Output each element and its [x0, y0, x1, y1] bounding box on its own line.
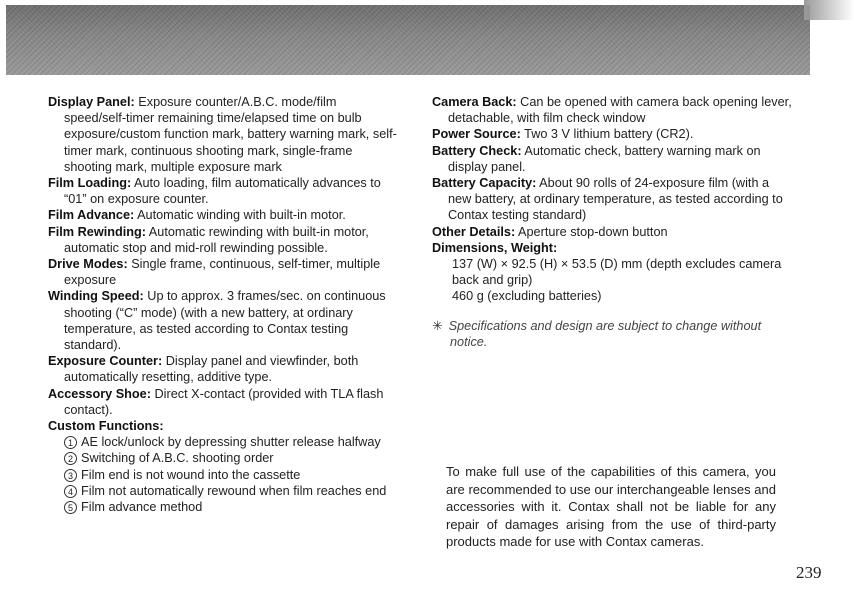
- spec-label: Film Rewinding:: [48, 224, 146, 239]
- spec-film-rewinding: [48, 224, 400, 256]
- circled-number: 5: [64, 501, 77, 514]
- spec-camera-back: [432, 94, 792, 126]
- spec-exposure-counter: [48, 353, 400, 385]
- spec-text: Automatic check, battery warning mark on display panel.: [448, 143, 761, 174]
- asterisk-icon: ✳: [432, 319, 443, 333]
- spec-label: Display Panel:: [48, 95, 135, 109]
- custom-function-item: [48, 499, 400, 515]
- custom-function-item: [48, 467, 400, 483]
- circled-number: 4: [64, 485, 77, 498]
- custom-functions-heading: [48, 418, 400, 434]
- spec-other-details: [432, 224, 792, 240]
- custom-function-item: [48, 450, 400, 466]
- spec-label: Accessory Shoe:: [48, 386, 151, 401]
- spec-label: Film Advance:: [48, 208, 135, 223]
- custom-function-text: Film end is not wound into the cassette: [81, 467, 301, 482]
- dimensions-weight: 460 g (excluding batteries): [452, 289, 602, 304]
- spec-text: Exposure counter/A.B.C. mode/film speed/self-timer remaining time/elapsed time on bulb exposure/custom function mark, battery warning mark, self-timer mark, continuous shooting mark, single-frame shooting mark, multiple exposure mark: [64, 95, 397, 174]
- custom-function-text: Film advance method: [81, 500, 203, 515]
- spec-text: Direct X-contact (provided with TLA flash contact).: [64, 386, 384, 417]
- spec-text: Automatic rewinding with built-in motor, automatic stop and mid-roll rewinding possible.: [64, 224, 369, 255]
- dimensions-heading: [432, 240, 792, 256]
- spec-winding-speed: [48, 288, 400, 353]
- circled-number: 2: [64, 452, 77, 465]
- spec-text: Auto loading, film automatically advances to “01” on exposure counter.: [64, 176, 381, 207]
- dimensions-size: 137 (W) × 92.5 (H) × 53.5 (D) mm (depth excludes camera back and grip): [452, 257, 782, 288]
- spec-label: Battery Check:: [432, 143, 522, 158]
- header-banner-edge: [804, 0, 854, 20]
- spec-power-source: [432, 126, 792, 142]
- compatibility-paragraph: To make full use of the capabilities of this camera, you are recommended to use our interchangeable lenses and accessories with it. Contax shall not be liable for any repair of damages arising from the use of third-party products made for use with Contax cameras.: [446, 464, 776, 549]
- custom-function-text: Film not automatically rewound when film reaches end: [81, 483, 387, 498]
- custom-function-item: [48, 434, 400, 450]
- spec-label: Dimensions, Weight:: [432, 240, 558, 255]
- spec-text: About 90 rolls of 24-exposure film (with a new battery, at ordinary temperature, as tested according to Contax testing standard): [448, 176, 783, 223]
- header-banner: [6, 5, 810, 75]
- spec-label: Custom Functions:: [48, 419, 164, 434]
- spec-label: Drive Modes:: [48, 257, 128, 272]
- specifications-note: [432, 318, 792, 350]
- circled-number: 1: [64, 436, 77, 449]
- left-spec-column: [48, 94, 400, 515]
- right-spec-column: [432, 94, 792, 305]
- spec-text: Can be opened with camera back opening lever, detachable, with film check window: [448, 95, 792, 126]
- spec-text: Automatic winding with built-in motor.: [134, 208, 346, 223]
- spec-label: Exposure Counter:: [48, 354, 163, 369]
- spec-label: Other Details:: [432, 224, 516, 239]
- spec-text: Two 3 V lithium battery (CR2).: [520, 127, 694, 142]
- spec-text: Single frame, continuous, self-timer, multiple exposure: [64, 257, 381, 288]
- custom-function-item: [48, 483, 400, 499]
- spec-display-panel: [48, 94, 400, 175]
- spec-label: Winding Speed:: [48, 289, 144, 304]
- spec-battery-capacity: [432, 175, 792, 224]
- custom-function-text: Switching of A.B.C. shooting order: [81, 451, 274, 466]
- spec-accessory-shoe: [48, 386, 400, 418]
- spec-drive-modes: [48, 256, 400, 288]
- spec-film-advance: [48, 207, 400, 223]
- spec-film-loading: [48, 175, 400, 207]
- spec-text: Display panel and viewfinder, both automatically resetting, additive type.: [64, 354, 359, 385]
- note-text: Specifications and design are subject to change without notice.: [448, 319, 762, 350]
- spec-label: Camera Back:: [432, 95, 517, 109]
- page-number: 239: [796, 563, 822, 582]
- spec-label: Battery Capacity:: [432, 176, 537, 191]
- spec-text: Up to approx. 3 frames/sec. on continuous shooting (“C” mode) (with a new battery, at ordinary temperature, as tested according to Contax testing standard).: [64, 289, 386, 353]
- circled-number: 3: [64, 469, 77, 482]
- spec-text: Aperture stop-down button: [515, 224, 668, 239]
- spec-label: Film Loading:: [48, 176, 132, 191]
- custom-function-text: AE lock/unlock by depressing shutter release halfway: [81, 435, 381, 450]
- spec-battery-check: [432, 143, 792, 175]
- spec-label: Power Source:: [432, 127, 521, 142]
